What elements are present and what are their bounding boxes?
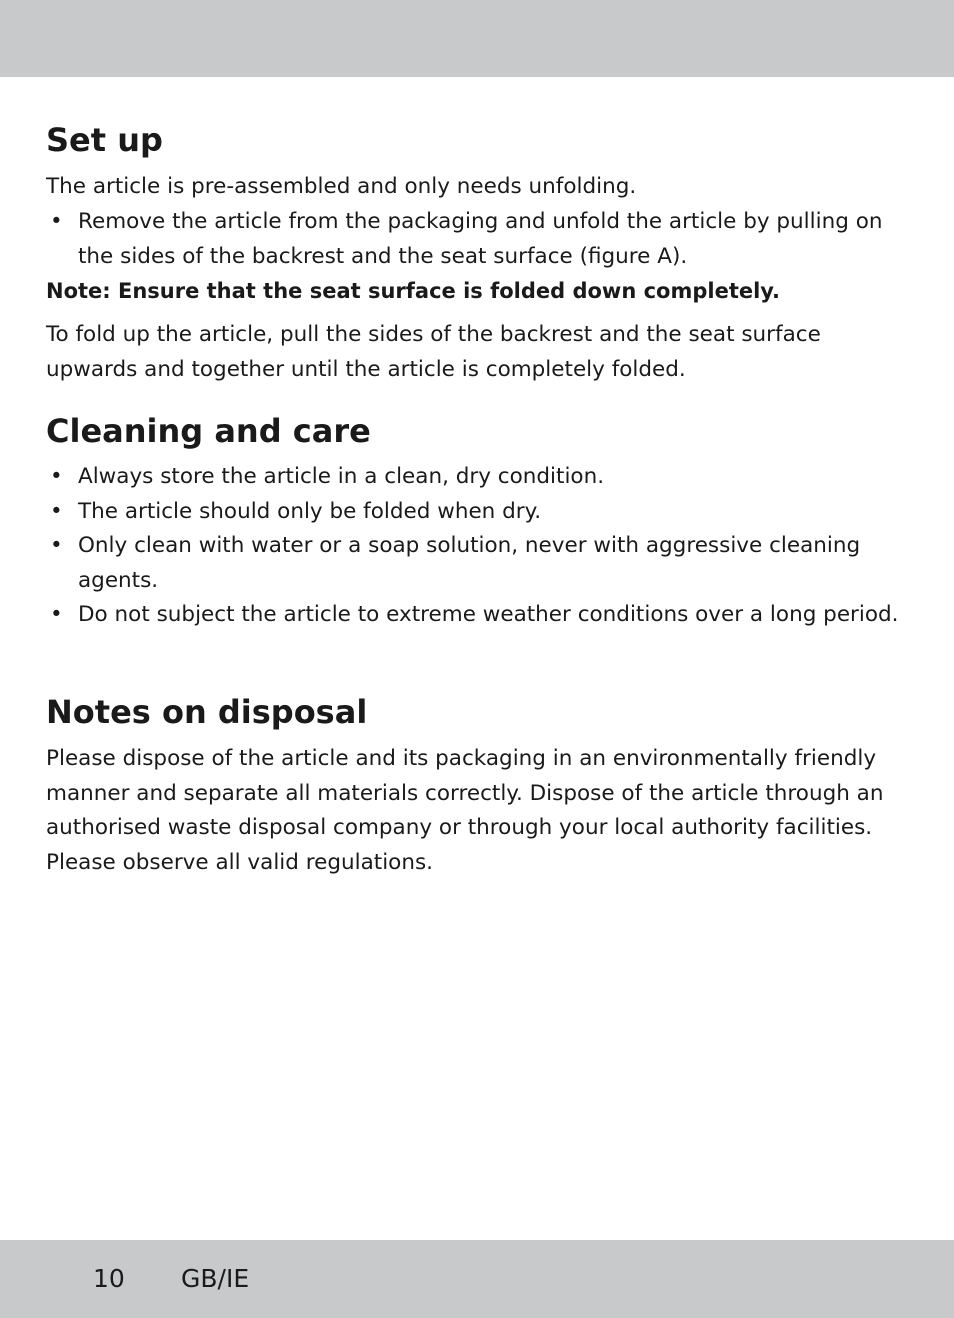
fold-text: To fold up the article, pull the sides of the backrest and the seat surface upwards and together until the article is completely folded.: [46, 322, 821, 382]
bullet-icon: •: [50, 464, 63, 489]
disposal-text: Please dispose of the article and its packaging in an environmentally friendly manner and separate all materials correctly. Dispose of the article through an authorised waste disposal company or through your local authority facilities. Please observe all valid regulations.: [46, 746, 884, 875]
list-item-text: Remove the article from the packaging and unfold the article by pulling on the sides of the backrest and the seat surface (figure A).: [78, 209, 883, 269]
heading-set-up: Set up: [46, 121, 163, 159]
list-item-text: Always store the article in a clean, dry condition.: [78, 464, 605, 489]
list-item-text: Do not subject the article to extreme weather conditions over a long period.: [78, 602, 899, 627]
list-item: [46, 205, 916, 274]
list-item-text: Only clean with water or a soap solution, never with aggressive cleaning agents.: [78, 533, 861, 593]
cleaning-list: [46, 460, 916, 633]
region-label: GB/IE: [181, 1264, 250, 1293]
setup-list: [46, 205, 916, 274]
heading-cleaning-and-care: Cleaning and care: [46, 412, 371, 450]
header-band: [0, 0, 954, 77]
list-item: [46, 495, 916, 530]
footer-band: [0, 1240, 954, 1318]
bullet-icon: •: [50, 498, 63, 524]
list-item: [46, 529, 916, 598]
list-item: [46, 460, 916, 495]
bullet-icon: •: [50, 602, 63, 627]
page-number: 10: [93, 1264, 125, 1293]
setup-intro: The article is pre-assembled and only needs unfolding.: [46, 174, 637, 199]
heading-notes-on-disposal: Notes on disposal: [46, 693, 368, 731]
bullet-icon: •: [50, 209, 63, 234]
bullet-icon: •: [50, 533, 63, 558]
list-item: [46, 598, 916, 633]
list-item-text: The article should only be folded when dry.: [78, 498, 542, 524]
setup-note: Note: Ensure that the seat surface is folded down completely.: [46, 279, 781, 303]
